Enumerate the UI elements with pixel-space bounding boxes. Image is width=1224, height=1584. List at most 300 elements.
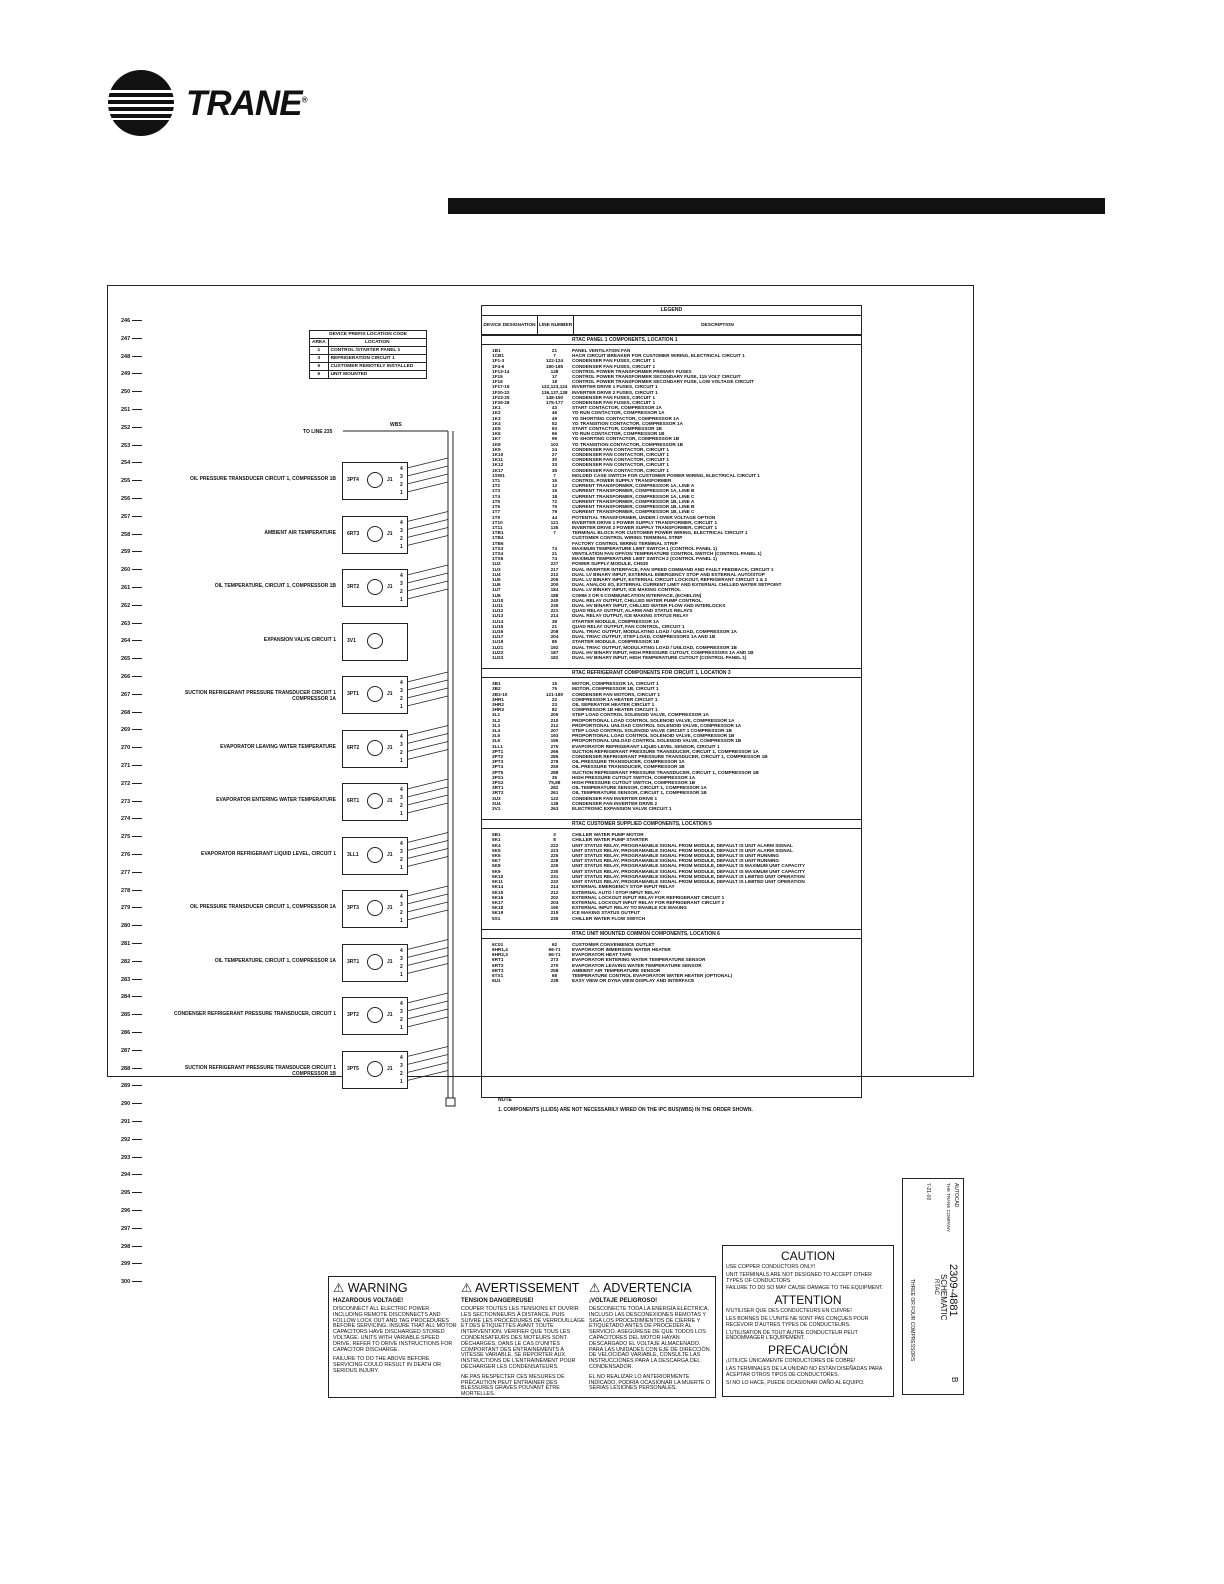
line-number: 252 — [121, 425, 142, 431]
device-id: 6RT1 — [347, 798, 360, 804]
legend-line: 278 — [550, 759, 559, 765]
location-name: REFRIGERATION CIRCUIT 1 — [328, 355, 426, 363]
line-number: 260 — [121, 567, 142, 573]
line-number: 247 — [121, 336, 142, 342]
legend-device: 3LL1 — [492, 743, 503, 749]
pin-number: 4 — [400, 680, 403, 686]
legend-line: 75 — [551, 504, 558, 510]
legend-description: MAXIMUM TEMPERATURE LIMIT SWITCH 2 (CONTROL PANEL 1) — [572, 556, 717, 562]
legend-device: 1F26-28 — [492, 400, 510, 406]
legend-description: EXTERNAL INPUT RELAY TO ENABLE ICE MAKING — [572, 905, 687, 911]
legend-device: 3L5 — [492, 733, 501, 739]
legend-line: 121 — [550, 519, 559, 525]
line-number: 281 — [121, 941, 142, 947]
line-number: 285 — [121, 1012, 142, 1018]
legend-device: 1U14 — [492, 618, 504, 624]
description: THREE OR FOUR COMPRESSORS — [909, 1279, 915, 1362]
device-label: EXPANSION VALVE CIRCUIT 1 — [263, 636, 336, 643]
legend-line: 38 — [551, 618, 558, 624]
legend-line: 15 — [551, 488, 558, 494]
legend-description: CONDENSER FAN FUSES, CIRCUIT 1 — [572, 400, 656, 406]
legend-device: 1F20-22 — [492, 389, 510, 395]
sensor-symbol-icon — [367, 900, 383, 916]
legend-device: 5K18 — [492, 905, 504, 911]
device-id: 3PT5 — [347, 1065, 359, 1072]
wire — [407, 565, 448, 575]
legend-device: 1TB5 — [492, 540, 504, 546]
bus-wires — [110, 318, 470, 1108]
sensor-symbol-icon — [367, 740, 383, 756]
legend-line: 223 — [550, 847, 559, 853]
pin-number: 1 — [400, 1025, 403, 1031]
legend-description: PROPORTIONAL UNLOAD CONTROL SOLENOID VALVE, COMPRESSOR 1B — [572, 738, 742, 744]
line-number: 284 — [121, 994, 142, 1000]
legend-description: CUSTOMER CONVENIENCE OUTLET — [572, 941, 655, 947]
legend-line: 232 — [550, 879, 559, 885]
pin-number: 1 — [400, 864, 403, 871]
device-box — [342, 462, 408, 500]
location-name: CUSTOMER REMOTELY INSTALLED — [328, 363, 426, 371]
legend-line: 22 — [551, 696, 558, 702]
legend-description: YD RUN CONTACTOR, COMPRESSOR 1A — [572, 410, 665, 416]
legend-line: 204 — [550, 634, 559, 640]
legend-line: 235 — [550, 602, 559, 608]
company: THE TRANE COMPANY — [946, 1183, 951, 1233]
legend-device: 6C01 — [492, 941, 504, 947]
legend-device: 3L4 — [492, 728, 501, 734]
sensor-symbol-icon — [367, 526, 383, 542]
legend-line: 21 — [551, 348, 558, 353]
legend-row — [482, 655, 861, 660]
wire — [407, 589, 448, 599]
device-label: CONDENSER REFRIGERANT PRESSURE TRANSDUCER, CIRCUIT 1 — [174, 1011, 336, 1017]
legend-description: QUAD RELAY OUTPUT, FAN CONTROL, CIRCUIT 1 — [572, 623, 685, 629]
legend-description: MOLDED CASE SWITCH FOR CUSTOMER POWER WIRING, ELECTRICAL CIRCUIT 1 — [572, 472, 760, 478]
warning-spanish — [589, 1281, 713, 1392]
wire — [407, 841, 448, 851]
pin-number: 2 — [400, 696, 403, 702]
caution-box — [722, 1245, 894, 1397]
line-number: 272 — [121, 781, 142, 787]
legend-description: UNIT STATUS RELAY, PROGRAMABLE SIGNAL FROM MODULE, DEFAULT IS MAXIMUM UNIT CAPACITY — [572, 868, 805, 874]
legend-title: LEGEND — [482, 306, 861, 316]
location-area: 6 — [310, 371, 329, 379]
legend-line: 202 — [550, 894, 559, 900]
legend-device: 3B3-10 — [492, 691, 508, 697]
pin-number: 3 — [400, 741, 403, 748]
legend-line: 210 — [550, 717, 559, 723]
location-header-area: AREA — [310, 339, 329, 347]
legend-line: 78 — [551, 509, 558, 515]
warning-sub: HAZARDOUS VOLTAGE! — [333, 1298, 404, 1304]
bus-label: WBS — [390, 422, 402, 428]
line-number: 265 — [121, 656, 142, 662]
legend-device: 5K11 — [492, 879, 503, 885]
line-number: 258 — [121, 532, 142, 538]
legend-device: 1U6 — [492, 582, 501, 588]
legend-device: 1F17-19 — [492, 384, 510, 390]
legend-description: CURRENT TRANSFORMER, COMPRESSOR 1A, LINE B — [572, 488, 695, 494]
line-number: 267 — [121, 692, 142, 698]
legend-line: 204 — [550, 899, 559, 905]
legend-line: 72 — [551, 498, 558, 504]
device-id: 3V1 — [347, 637, 356, 644]
legend-description: YD SHORTING CONTACTOR, COMPRESSOR 1A — [572, 415, 680, 421]
legend-description: HIGH PRESSURE CUTOUT SWITCH, COMPRESSOR 1B — [572, 780, 696, 786]
legend-device: 3B1 — [492, 681, 501, 687]
legend-device: 5K1 — [492, 837, 501, 843]
line-number: 248 — [121, 354, 142, 360]
wire — [407, 1009, 448, 1019]
legend-device: 5S1 — [492, 915, 501, 921]
legend-line: 75,88 — [548, 780, 561, 786]
legend-device: 1B1 — [492, 348, 501, 353]
legend-device: 1K7 — [492, 436, 501, 442]
legend-device: 1K8 — [492, 441, 501, 447]
legend-description: PANEL VENTILATION FAN — [572, 348, 631, 353]
legend-line: 15 — [551, 681, 558, 687]
legend-description: TERMINAL BLOCK FOR CUSTOMER POWER WIRING, ELECTRICAL CIRCUIT 1 — [572, 530, 748, 536]
legend-device: 1U10 — [492, 597, 504, 603]
legend-line: 205 — [550, 576, 559, 582]
legend-description: OIL PRESSURE TRANSDUCER, COMPRESSOR 1B — [572, 764, 685, 770]
legend-device: 1K6 — [492, 431, 501, 437]
legend-device: 3PT1 — [492, 748, 504, 754]
legend-device: 3U3 — [492, 795, 501, 801]
attention-title: ATTENTION — [774, 1293, 842, 1308]
legend-line: 74 — [551, 545, 558, 551]
legend-description: DUAL INVERTER INTERFACE, FAN SPEED COMMAND AND FAULT FEEDBACK, CIRCUIT 1 — [572, 566, 774, 572]
pin-number: 1 — [400, 757, 403, 764]
wiring-diagram — [110, 318, 470, 1108]
sensor-symbol-icon — [367, 954, 383, 970]
legend-line: 288 — [550, 769, 559, 775]
legend-line: 215 — [550, 910, 559, 916]
connector-label: J1 — [387, 744, 393, 751]
legend-device: 1U15 — [492, 623, 504, 629]
legend-description: UNIT STATUS RELAY, PROGRAMABLE SIGNAL FROM MODULE, DEFAULT IS LIMITED UNIT OPERATION — [572, 873, 805, 879]
device-box — [342, 1051, 408, 1089]
legend-device: 1T1 — [492, 478, 501, 484]
legend-description: YD TRANSITION CONTACTOR, COMPRESSOR 1A — [572, 420, 684, 426]
legend-description: YD SHORTING CONTACTOR, COMPRESSOR 1B — [572, 436, 680, 442]
connector-label: J1 — [387, 798, 393, 804]
caution-line: UNIT TERMINALS ARE NOT DESIGNED TO ACCEPT OTHER TYPES OF CONDUCTORS. — [726, 1271, 872, 1284]
col-line: LINE NUMBER — [538, 316, 574, 334]
legend-device: 5K5 — [492, 847, 501, 853]
line-number: 300 — [121, 1279, 142, 1285]
legend-device: 5K19 — [492, 910, 504, 916]
pin-number: 3 — [400, 581, 403, 587]
legend-description: MOTOR, COMPRESSOR 1A, CIRCUIT 1 — [572, 681, 659, 687]
line-number: 274 — [121, 816, 142, 822]
legend-description: CONDENSER FAN CONTACTOR, CIRCUIT 1 — [572, 462, 669, 468]
caution-line: USE COPPER CONDUCTORS ONLY! — [726, 1264, 816, 1270]
to-line-label: TO LINE 235 — [303, 429, 333, 435]
wire — [407, 528, 448, 538]
legend-description: EVAPORATOR HEAT TAPE — [572, 952, 632, 958]
warning-body-2: NE PAS RESPECTER CES MESURES DE PRÉCAUTION PEUT ENTRAINER DES BLESSURES GRAVES POUVANT ÊTRE MORTELLES. — [461, 1373, 565, 1398]
legend-line: 182 — [550, 654, 559, 660]
location-code-title: DEVICE PREFIX LOCATION CODE — [310, 331, 427, 339]
wire — [407, 894, 448, 904]
pin-number: 2 — [400, 589, 403, 595]
legend-line: 138 — [550, 800, 559, 806]
legend-description: COMPRESSOR 1B HEATER CIRCUIT 1 — [572, 707, 658, 713]
legend-device: 3HR3 — [492, 707, 504, 713]
sensor-symbol-icon — [367, 1007, 383, 1023]
legend-device: 1U23 — [492, 654, 504, 660]
legend-description: DUAL TRIAC OUTPUT, STEP LOAD, COMPRESSORS 1A AND 1B — [572, 634, 716, 640]
legend-line: 15 — [551, 478, 558, 484]
legend-table — [481, 305, 862, 1098]
legend-description: DUAL RELAY OUTPUT, ICE MAKING STATUS RELAY — [572, 613, 689, 619]
wire — [407, 787, 448, 797]
wire — [407, 779, 448, 789]
attention-line: LES BORNES DE L'UNITE NE SONT PAS CONÇUES POUR RECEVOIR D'AUTRES TYPES DE CONDUCTEURS. — [726, 1315, 869, 1328]
device-id: 3RT2 — [347, 584, 360, 590]
wire — [407, 795, 448, 805]
note — [498, 1095, 753, 1115]
legend-section-title: RTAC CUSTOMER SUPPLIED COMPONENTS, LOCATION 5 — [482, 819, 861, 829]
precaucion-line: ¡UTILICE ÚNICAMENTE CONDUCTORES DE COBRE! — [726, 1358, 856, 1365]
line-number: 246 — [121, 318, 142, 324]
legend-line: 18 — [551, 379, 558, 385]
legend-description: CURRENT TRANSFORMER, COMPRESSOR 1B, LINE B — [572, 504, 695, 510]
device-label: SUCTION REFRIGERANT PRESSURE TRANSDUCER CIRCUIT 1 COMPRESSOR 1B — [184, 1064, 336, 1077]
legend-line: 62 — [551, 941, 558, 947]
line-number: 294 — [121, 1172, 142, 1178]
legend-description: EVAPORATOR LEAVING WATER TEMPERATURE SENSOR — [572, 962, 702, 968]
warning-sub: TENSION DANGEREUSE! — [461, 1298, 534, 1304]
legend-section-title: RTAC UNIT MOUNTED COMMON COMPONENTS, LOCATION 6 — [482, 929, 861, 939]
line-number: 299 — [121, 1261, 142, 1267]
wire — [407, 857, 448, 867]
pin-number: 2 — [400, 1070, 403, 1077]
legend-line: 212 — [550, 889, 559, 895]
legend-description: CUSTOMER CONTROL WIRING TERMINAL STRIP — [572, 535, 683, 541]
pin-number: 4 — [400, 573, 403, 579]
legend-device: 5K17 — [492, 899, 504, 905]
legend-line: 188 — [550, 592, 559, 598]
legend-description: POWER SUPPLY MODULE, CH530 — [572, 561, 649, 567]
legend-description: DUAL LV BINARY INPUT, ICE MAKING CONTROL — [572, 587, 681, 593]
device-box — [342, 676, 408, 714]
legend-line: 122 — [550, 795, 559, 801]
legend-line: 214 — [550, 884, 559, 890]
legend-device: 5B1 — [492, 832, 501, 838]
line-number: 292 — [121, 1137, 142, 1143]
sensor-symbol-icon — [367, 633, 383, 649]
legend-description: CONDENSER FAN CONTACTOR, CIRCUIT 1 — [572, 467, 669, 473]
legend-description: INVERTER DRIVE 1 FUSES, CIRCUIT 1 — [572, 384, 658, 390]
legend-line: 235 — [550, 915, 559, 921]
pin-number: 1 — [400, 597, 403, 603]
legend-device: 6RT1 — [492, 957, 504, 963]
device-label: OIL PRESSURE TRANSDUCER CIRCUIT 1, COMPRESSOR 1A — [189, 904, 336, 910]
legend-description: CONTROL POWER TRANSFORMER PRIMARY FUSES — [572, 368, 692, 374]
pin-number: 4 — [400, 1001, 403, 1007]
legend-device: 1T2 — [492, 483, 501, 489]
location-name: UNIT MOUNTED — [328, 371, 426, 379]
pin-number: 4 — [400, 894, 403, 900]
legend-device: 1T7 — [492, 509, 501, 515]
pin-number: 3 — [400, 527, 403, 534]
wire — [407, 688, 448, 698]
device-label: OIL TEMPERATURE, CIRCUIT 1, COMPRESSOR 1A — [214, 957, 336, 964]
legend-line: 214 — [550, 613, 559, 619]
legend-description: CONDENSER FAN INVERTER DRIVE 1 — [572, 795, 658, 801]
pin-number: 1 — [400, 971, 403, 978]
legend-device: 1T9 — [492, 514, 501, 520]
warning-body: COUPER TOUTES LES TENSIONS ET OUVRIR LES SECTIONNEURS À DISTANCE, PUIS SUIVRE LES PROCÉDURES DE VERROUILLAGE ET DES ÉTIQUETTES AVANT TOUTE INTERVENTION. VÉRIFIER QUE TOUS LES CONDENSATEURS DES MOTEURS SONT DÉCHARGÉS. DANS LE CAS D'UNITÉS COMPORTANT DES ENTRAINEMENTS À VITESSE VARIABLE, SE REPORTER AUX INSTRUCTIONS DE L'ENTRAINEMENT POUR DÉCHARGER LES CONDENSATEURS. — [461, 1306, 585, 1370]
legend-description: COMM 3 OR 5 COMMUNICATION INTERFACE, (ECHELON) — [572, 592, 702, 598]
legend-line: 200 — [550, 582, 559, 588]
legend-line: 273 — [550, 957, 559, 963]
legend-line: 12 — [551, 483, 558, 489]
location-area: 5 — [310, 363, 329, 371]
wire — [407, 993, 448, 1003]
pin-number: 1 — [400, 490, 403, 496]
wire — [407, 512, 448, 522]
wire — [407, 726, 448, 736]
legend-line: 30 — [551, 457, 558, 463]
legend-description: HIGH PRESSURE CUTOUT SWITCH, COMPRESSOR 1A — [572, 774, 696, 780]
pin-number: 2 — [400, 856, 403, 863]
wire — [407, 910, 448, 920]
legend-line: 184 — [550, 587, 559, 593]
pin-number: 4 — [400, 787, 403, 793]
legend-description: SUCTION REFRIGERANT PRESSURE TRANSDUCER, CIRCUIT 1, COMPRESSOR 1B — [572, 769, 759, 775]
wire — [407, 940, 448, 950]
warning-box — [328, 1276, 716, 1398]
legend-description: OIL TEMPERATURE SENSOR, CIRCUIT 1, COMPRESSOR 1B — [572, 790, 707, 796]
legend-description: OIL PRESSURE TRANSDUCER, COMPRESSOR 1A — [572, 759, 685, 765]
legend-device: 3RT1 — [492, 785, 504, 791]
legend-device: 1K3 — [492, 415, 501, 421]
software: AUTOCAD — [953, 1183, 959, 1208]
warning-title: AVERTISSEMENT — [475, 1281, 580, 1295]
device-id: 3PT4 — [347, 477, 359, 483]
legend-device: 5K7 — [492, 858, 501, 864]
legend-description: CURRENT TRANSFORMER, COMPRESSOR 1A, LINE C — [572, 493, 695, 499]
device-label: AMBIENT AIR TEMPERATURE — [264, 529, 336, 536]
device-id: 3LL1 — [347, 851, 359, 858]
wire — [407, 520, 448, 530]
line-number: 271 — [121, 763, 142, 769]
warning-triangle-icon: ⚠ — [461, 1281, 473, 1295]
legend-description: STARTER MODULE, COMPRESSOR 1B — [572, 639, 660, 645]
line-number: 291 — [121, 1119, 142, 1125]
legend-description: AMBIENT AIR TEMPERATURE SENSOR — [572, 967, 661, 973]
sensor-symbol-icon — [367, 472, 383, 488]
legend-device: 3PS2 — [492, 780, 504, 786]
legend-description: DUAL TRIAC OUTPUT, MODULATING LOAD / UNLOAD, COMPRESSOR 1A — [572, 628, 737, 634]
connector-label: J1 — [387, 958, 393, 965]
pin-number: 3 — [400, 474, 403, 480]
legend-description: PROPORTIONAL LOAD CONTROL SOLENOID VALVE, COMPRESSOR 1B — [572, 733, 735, 739]
legend-device: 1F13-14 — [492, 368, 510, 374]
wire — [407, 1055, 448, 1065]
legend-line: 7 — [553, 530, 556, 536]
pin-number: 1 — [400, 811, 403, 817]
legend-device: 1U17 — [492, 634, 504, 640]
legend-description: CURRENT TRANSFORMER, COMPRESSOR 1B, LINE C — [572, 509, 695, 515]
line-number: 293 — [121, 1155, 142, 1161]
legend-device: 3PT5 — [492, 769, 504, 775]
wire — [407, 742, 448, 752]
legend-line: 17 — [551, 374, 558, 380]
pin-number: 3 — [400, 955, 403, 962]
wire — [407, 1001, 448, 1011]
warning-body: DISCONNECT ALL ELECTRIC POWER INCLUDING REMOTE DISCONNECTS AND FOLLOW LOCK OUT AND TAG PROCEDURES BEFORE SERVICING. INSURE THAT ALL MOTOR CAPACITORS HAVE DISCHARGED STORED VOLTAGE. UNITS WITH VARIABLE SPEED DRIVE, REFER TO DRIVE INSTRUCTIONS FOR CAPACITOR DISCHARGE. — [333, 1306, 457, 1353]
legend-line: 52 — [551, 420, 558, 426]
legend-device: 3PT2 — [492, 754, 504, 760]
legend-line: 231 — [550, 873, 559, 879]
trane-logo-icon — [108, 70, 188, 136]
legend-description: CURRENT TRANSFORMER, COMPRESSOR 1A, LINE A — [572, 483, 695, 489]
wire — [407, 672, 448, 682]
legend-description: EXTERNAL AUTO / STOP INPUT RELAY — [572, 889, 661, 895]
legend-device: 1U2 — [492, 561, 501, 567]
legend-device: 1T10 — [492, 519, 503, 525]
device-box — [342, 837, 408, 875]
legend-line: 122,123,124 — [541, 384, 568, 390]
legend-line: 21 — [551, 623, 558, 629]
legend-line: 270 — [550, 962, 559, 968]
legend-device: 1U16 — [492, 628, 504, 634]
line-number: 253 — [121, 443, 142, 449]
legend-line: 66-71 — [548, 952, 561, 958]
line-number: 296 — [121, 1208, 142, 1214]
legend-line: 229 — [550, 863, 559, 869]
legend-description: UNIT STATUS RELAY, PROGRAMABLE SIGNAL FROM MODULE, DEFAULT IS LIMITED UNIT OPERATION — [572, 879, 805, 885]
legend-description: TEMPERATURE CONTROL EVAPORATOR WATER HEATER (OPTIONAL) — [572, 972, 733, 978]
connector-label: J1 — [387, 691, 393, 697]
device-label: OIL PRESSURE TRANSDUCER CIRCUIT 1, COMPRESSOR 1B — [189, 476, 336, 482]
legend-description: CURRENT TRANSFORMER, COMPRESSOR 1B, LINE A — [572, 498, 695, 504]
legend-line: 195 — [550, 738, 559, 744]
legend-line: 23 — [551, 702, 558, 707]
legend-description: INVERTER DRIVE 2 POWER SUPPLY TRANSFORMER, CIRCUIT 1 — [572, 524, 718, 530]
precaucion-line: SI NO LO HACE, PUEDE OCASIONAR DAÑO AL EQUIPO. — [726, 1379, 865, 1386]
legend-line: 255 — [550, 764, 559, 770]
warning-english — [333, 1281, 457, 1375]
legend-body — [482, 335, 861, 991]
legend-line: 7 — [553, 472, 556, 478]
legend-description: CONTROL POWER TRANSFORMER SECONDARY FUSE, 115 VOLT CIRCUIT — [572, 374, 741, 380]
connector-label: J1 — [387, 584, 393, 590]
legend-description: CONDENSER FAN CONTACTOR, CIRCUIT 1 — [572, 452, 669, 458]
legend-description: FACTORY CONTROL WIRING TERMINAL STRIP — [572, 540, 678, 546]
legend-line: 85 — [551, 639, 558, 645]
legend-line: 75 — [551, 686, 558, 692]
legend-description: VENTILATION FAN OFF/ON TEMPERATURE CONTROL SWITCH (CONTROL PANEL 1) — [572, 550, 762, 556]
warning-triangle-icon: ⚠ — [589, 1281, 601, 1295]
revision: B — [950, 1377, 959, 1383]
legend-device: 3L6 — [492, 738, 501, 744]
legend-description: CONDENSER FAN FUSES, CIRCUIT 1 — [572, 363, 656, 369]
pin-number: 4 — [400, 1054, 403, 1061]
location-header-location: LOCATION — [328, 339, 426, 347]
wire — [407, 458, 448, 468]
legend-device: 6HR1,4 — [492, 946, 508, 952]
note-heading: NOTE — [498, 1097, 512, 1103]
legend-description: MAXIMUM TEMPERATURE LIMIT SWITCH 1 (CONTROL PANEL 1) — [572, 545, 717, 551]
legend-line: 187 — [550, 649, 559, 655]
attention-line: N'UTILISER QUE DES CONDUCTEURS EN CUIVRE! — [726, 1308, 852, 1315]
device-box — [342, 516, 408, 554]
